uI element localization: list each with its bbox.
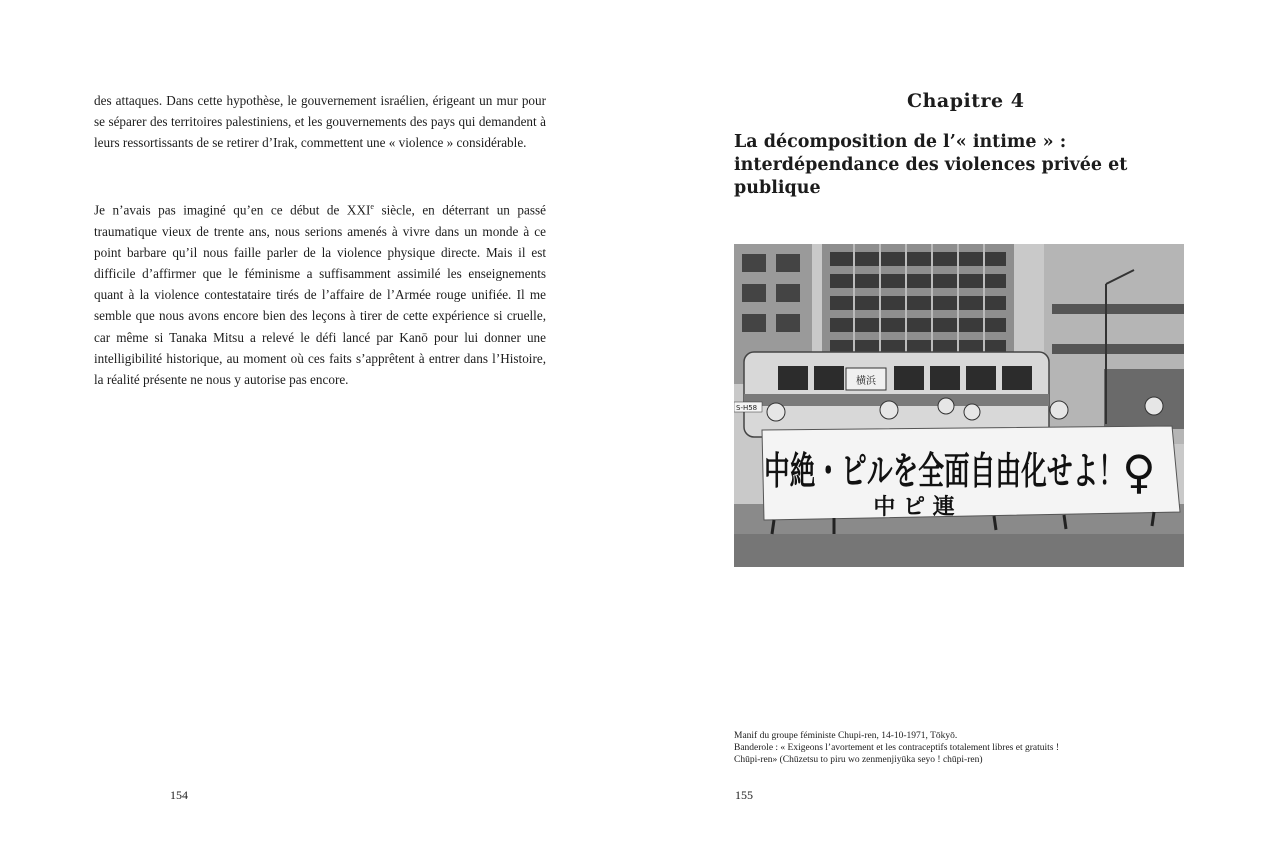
century-superscript: e <box>370 202 374 211</box>
body-paragraph-1: des attaques. Dans cette hypothèse, le gouvernement israélien, érigeant un mur pour se séparer des territoires palestiniens, et les gouvernements des pays qui demandent à leurs ressortissants de se retirer d’Irak, commettent une « violence » considérable. <box>94 93 546 151</box>
photo-caption <box>734 730 1204 766</box>
bus-destination-sign: 横浜 <box>856 376 876 387</box>
chapter-number: Chapitre 4 <box>907 90 1025 112</box>
page-number-left: 154 <box>170 788 188 802</box>
right-page <box>640 0 1280 865</box>
protest-photo <box>734 244 1184 567</box>
banner-group-name: 中 ピ 連 <box>873 495 955 520</box>
paragraph-2-start: Je n’avais pas imaginé qu’en ce début de XXI <box>94 202 371 218</box>
paragraph-2-rest: siècle, en déterrant un passé traumatique vieux de trente ans, nous serions amenés à vivre dans un monde à ce point barbare qu’il nous faille parler de la violence physique directe. Mais il est difficile d’affirmer que le féminisme a suffisamment assimilé les enseignements quant à la violence contestataire tirés de l’affaire de l’Armée rouge unifiée. Il me semble que nous avons encore bien des leçons à tirer de cette expérience si cruelle, car même si Tanaka Mitsu a relevé le défi lancé par Kanō pour lui donner une intelligibilité historique, au moment où ces faits s’apprêtent à entrer dans l’Histoire, la réalité présente ne nous y autorise pas encore. <box>94 202 546 388</box>
banner-slogan: 中絶・ピルを全面自由化せよ！ <box>764 449 1124 493</box>
body-paragraph-2 <box>94 196 546 390</box>
bus-plate: S-H58 <box>736 404 758 412</box>
page-number-right: 155 <box>735 788 753 802</box>
caption-line-3: Chūpi-ren» (Chūzetsu to piru wo zenmenjiyūka seyo ! chūpi-ren) <box>734 755 983 765</box>
chapter-title: La décomposition de l’« intime » : interdépendance des violences privée et publique <box>734 132 1128 198</box>
female-symbol: ♀ <box>1122 445 1156 499</box>
caption-line-1: Manif du groupe féministe Chupi-ren, 14-10-1971, Tōkyō. <box>734 731 958 741</box>
caption-line-2: Banderole : « Exigeons l’avortement et les contraceptifs totalement libres et gratuits ! <box>734 743 1060 753</box>
photo-illustration <box>734 244 1184 567</box>
